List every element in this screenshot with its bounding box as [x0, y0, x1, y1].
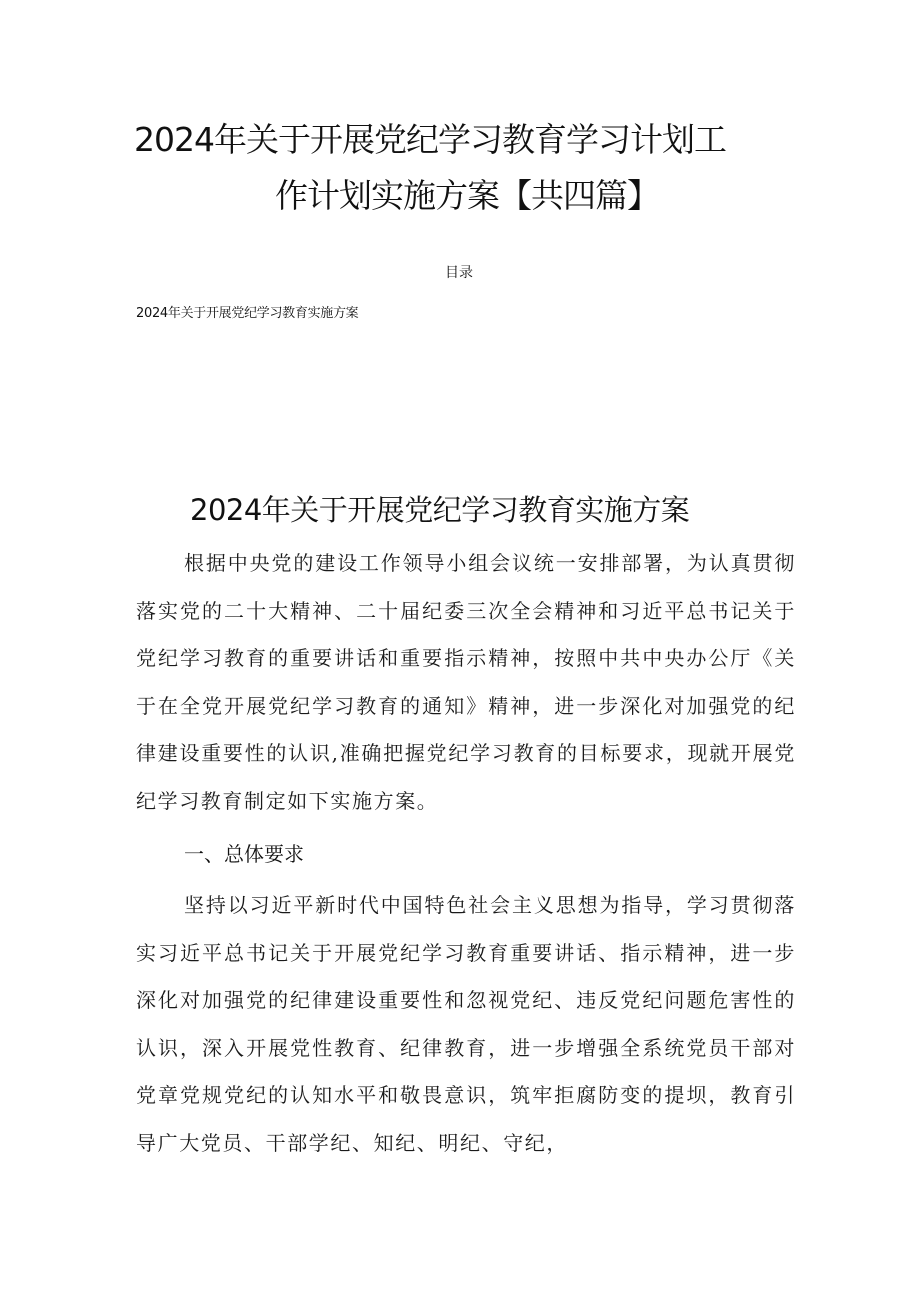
document-title-line-1: 2024年关于开展党纪学习教育学习计划工 [134, 120, 726, 159]
body-paragraph-general-requirements: 坚持以习近平新时代中国特色社会主义思想为指导，学习贯彻落实习近平总书记关于开展党纪学习教育重要讲话、指示精神，进一步深化对加强党的纪律建设重要性和忽视党纪、违反党纪问题危害性的认识，深入开展党性教育、纪律教育，进一步增强全系统党员干部对党章党规党纪的认知水平和敬畏意识，筑牢拒腐防变的提坝，教育引导广大党员、干部学纪、知纪、明纪、守纪， [136, 893, 796, 1155]
document-title-line-2: 作计划实施方案【共四篇】 [275, 176, 659, 215]
section-title: 2024年关于开展党纪学习教育实施方案 [190, 493, 690, 527]
body-paragraph-intro: 根据中央党的建设工作领导小组会议统一安排部署，为认真贯彻落实党的二十大精神、二十届纪委三次全会精神和习近平总书记关于党纪学习教育的重要讲话和重要指示精神，按照中共中央办公厅《关于在全党开展党纪学习教育的通知》精神，进一步深化对加强党的纪律建设重要性的认识,准确把握党纪学习教育的目标要求，现就开展党纪学习教育制定如下实施方案。 [136, 551, 796, 813]
subheading-general-requirements: 一、总体要求 [184, 842, 304, 866]
toc-heading: 目录 [445, 265, 473, 281]
toc-item[interactable]: 2024年关于开展党纪学习教育实施方案 [136, 306, 359, 321]
